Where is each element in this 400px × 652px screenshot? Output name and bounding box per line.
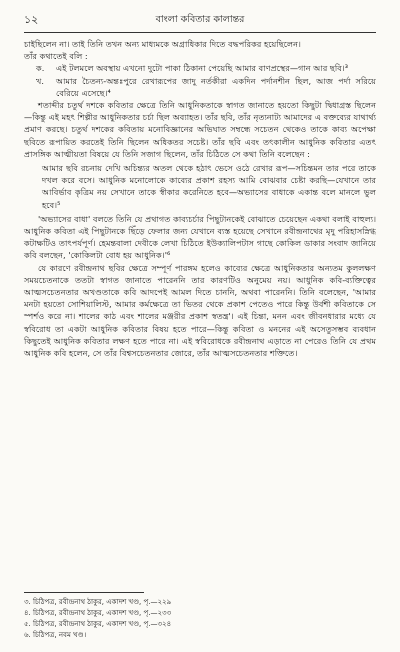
- page-number: ১২: [24, 12, 39, 26]
- page-header: [24, 12, 376, 28]
- footnote: ৩. চিঠিপত্র, রবীন্দ্রনাথ ঠাকুর, একাদশ খণ্ড, পৃ.—২২৯: [24, 598, 172, 606]
- block-quote: আমার ছবি রচনায় দেখি অচিন্ত্যর অতল থেকে হঠাৎ ভেসে ওঠে রেখার রূপ—সচিন্তমন তার পরে তাকে দখল করে বসে। আধুনিক মনোলোকে কাব্যের প্রকাশ রহস্য আমি বোঝবার চেষ্টা করছি—যেখানে তার আবির্ভাব কৃত্রিম নয় সেখানে তাকে স্বীকার করেনিতে হবে—অভ্যাসের বাধাকে একান্ত বলে মানলে ভুল হবে।⁵: [42, 163, 376, 210]
- intro-line-1: চাইছিলেন না। তাই তিনি তখন অন্য মাধ্যমকে অগ্রাধিকার দিতে বদ্ধপরিকর হয়েছিলেন।: [24, 39, 301, 49]
- item-text: আমার চৈতন্য-অন্তঃপুরে রেখারূপের জাদু নর্তকীরা একদিন পর্দানশীন ছিল, আজ পর্দা সরিয়ে বেরিয়ে এসেছে।⁴: [56, 75, 376, 98]
- footnote: ৬. চিঠিপত্র, নবম খণ্ড।: [24, 631, 87, 639]
- quote-item-kha: [36, 75, 376, 99]
- paragraph-2: 'অভ্যাসের বাধা' বলতে তিনি যে প্রথাগত কাব্যচর্চার পিছুটানকেই বোঝাতে চেয়েছেন একথা বলাই বাহুল্য। আধুনিক কবিতা এই পিছুটানকে ছিঁড়ে ফেলার জন্য যেখানে ব্যস্ত হয়েছে সেখানে রবীন্দ্রনাথের মৃদু পরিহাসস্নিগ্ধ কটাক্ষটিও তাৎপর্যপূর্ণ। হেমন্তবালা দেবীকে লেখা চিঠিতে ইউক্যালিপটাস গাছে কোকিল ডাকার সংবাদ জানিয়ে কবি বলছেন, 'কোকিলটা বোধ হয় আধুনিক।'⁶: [24, 213, 376, 261]
- paragraph-1: শতাব্দীর চতুর্থ দশকে কবিতার ক্ষেত্রে তিনি আধুনিকতাকে স্বাগত জানাতে হয়তো কিছুটা দ্বিধাগ্রস্ত ছিলেন—কিন্তু এই মহৎ শিল্পীর আধুনিকতার চর্চা ছিল অব্যাহত। তাঁর ছবি, তাঁর নৃত্যনাট্য আমাদের এ বক্তব্যের যাথার্থ্য প্রমাণ করছে। চতুর্থ দশকের কবিতায় মনোবিজ্ঞানের অভিঘাত সম্বন্ধে সচেতন থেকেও তাকে কাব্য অপেক্ষা ছবিতে রূপায়িত করতেই তিনি ছিলেন অধিকতর সচেষ্ট। তাঁর ছবি এবং তৎকালীন আধুনিক কবিতার এতৎ প্রাসঙ্গিক আত্মীয়তা বিষয়ে যে তিনি সজাগ ছিলেন, তাঁর চিঠিতে সে কথা তিনি বলেছেন :: [24, 100, 376, 159]
- footnote-rule: [24, 592, 144, 593]
- footnote: ৫. চিঠিপত্র, রবীন্দ্রনাথ ঠাকুর, একাদশ খণ্ড, পৃ.—৩২৪: [24, 620, 172, 628]
- header-rule: [24, 32, 376, 33]
- quote-item-ka: [36, 62, 376, 74]
- running-title: বাংলা কবিতার কালান্তর: [155, 13, 245, 25]
- paragraph-3: যে কারণে রবীন্দ্রনাথ ছবির ক্ষেত্রে সম্পূর্ণ পারঙ্গম হলেও কাব্যের ক্ষেত্রে আধুনিকতার অন্যতম কুললক্ষণ সময়চেতনাকে ততটা স্বাগত জানাতে পারেননি তার কারণটিও অনুমেয় নয়। আধুনিক কবি-ব্যক্তিত্বের আত্মসচেতনতার অখণ্ডতাকে কবি আদপেই আমল দিতে চাননি, অথবা পারেননি। তিনি বলেছেন, 'আমার মনটা হয়তো সোশিয়ালিস্ট, আমার কর্মক্ষেত্রে তা ভিতর থেকে প্রকাশ পেতেও পারে কিন্তু উর্বশী কবিতাকে সে স্পর্শও করে না। শালের কাঠ এবং শালের মঞ্জরীর প্রকাশ স্বতন্ত্র'। এই চিন্তা, মনন এবং জীবনধারার মধ্যে যে স্ববিরোধ তা একটা আধুনিক কবিতার বিষয় হতে পারে—কিন্তু কবিতা ও মননের এই অসেতুসম্ভব ব্যবধান কিছুতেই আধুনিক কবিতার লক্ষণ হতে পারে না। এই স্ববিরোধকে রবীন্দ্রনাথ এড়াতে না পেরেও তিনি যে প্রথম আধুনিক কবি হলেন, সে তাঁর বিশ্বসচেতনতার জোরে, তাঁর আত্মসচেতনতার শক্তিতে।: [24, 262, 376, 359]
- item-text: এই টলমলে অবস্থায় এখনো দুটো পাকা ঠিকানা পেয়েছি আমার বাণপ্রস্থের—গান আর ছবি।³: [56, 63, 348, 74]
- item-label: খ.: [36, 75, 44, 86]
- intro-line-2: তাঁর কথাতেই বলি :: [24, 51, 88, 62]
- item-label: ক.: [36, 63, 45, 74]
- footnotes: [24, 597, 171, 641]
- footnote: ৪. চিঠিপত্র, রবীন্দ্রনাথ ঠাকুর, একাদশ খণ্ড, পৃ.—২৩৩: [24, 609, 172, 617]
